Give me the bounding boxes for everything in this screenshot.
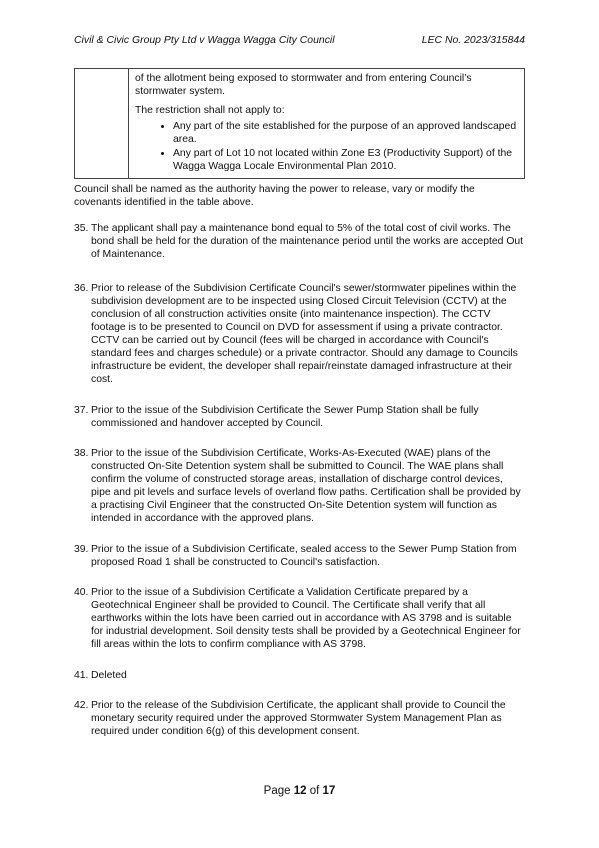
condition-40 (74, 586, 524, 651)
of-word: of (309, 785, 320, 797)
condition-number: 41. (74, 670, 89, 681)
condition-text: The applicant shall pay a maintenance bond equal to 5% of the total cost of civil works. The bond shall be held for the duration of the maintenance period until the works are accepted Out of Maintenance. (91, 223, 524, 260)
case-title: Civil & Civic Group Pty Ltd v Wagga Wagga City Council (74, 35, 335, 46)
condition-text: Prior to the issue of a Subdivision Certificate, sealed access to the Sewer Pump Station from proposed Road 1 shall be constructed to Council's satisfaction. (91, 544, 517, 568)
list-item: • Any part of the site established for the purpose of an approved landscaped area. (173, 120, 518, 146)
condition-text: Prior to release of the Subdivision Certificate Council's sewer/stormwater pipelines within the subdivision development are to be inspected using Closed Circuit Television (CCTV) at the conclusion of all construction activities onsite (into maintenance inspection). The CCTV footage is to be presented to Council on DVD for assessment if using a private contractor. CCTV can be carried out by Council (fees will be charged in accordance with Council's standard fees and charges schedule) or a private contractor. Should any damage to Councils infrastructure be evident, the developer shall repair/reinstate damaged infrastructure at their cost. (91, 283, 518, 385)
page-word: Page (263, 785, 291, 797)
condition-number: 42. (74, 700, 89, 711)
condition-42 (74, 699, 524, 738)
page-footer (0, 785, 599, 797)
condition-number: 40. (74, 587, 89, 598)
condition-35 (74, 222, 524, 261)
condition-38 (74, 447, 524, 525)
restriction-table (74, 68, 525, 179)
condition-number: 38. (74, 448, 89, 459)
authority-note: Council shall be named as the authority having the power to release, vary or modify the covenants identified in the table above. (74, 184, 475, 208)
table-cell-empty (75, 69, 129, 179)
condition-text: Prior to the issue of a Subdivision Certificate a Validation Certificate prepared by a Geotechnical Engineer shall be provided to Council. The Certificate shall verify that all earthworks within the lots have been carried out in accordance with AS 3798 and is suitable for industrial development. Soil density tests shall be provided by a Geotechnical Engineer for fill areas within the lots to confirm compliance with AS 3798. (91, 587, 521, 650)
restriction-intro: The restriction shall not apply to: (135, 105, 285, 116)
page-header (74, 35, 525, 46)
condition-37 (74, 404, 524, 430)
restriction-exceptions-list (135, 120, 518, 173)
condition-number: 36. (74, 283, 89, 294)
case-number: LEC No. 2023/315844 (421, 35, 525, 46)
table-cell-restriction (129, 69, 525, 179)
condition-41 (74, 669, 524, 682)
condition-text: Prior to the release of the Subdivision Certificate, the applicant shall provide to Council the monetary security required under the approved Stormwater System Management Plan as required under condition 6(g) of this development consent. (91, 700, 506, 737)
continued-text: of the allotment being exposed to stormwater and from entering Council’s stormwater system. (135, 73, 472, 97)
table-row (75, 69, 525, 179)
condition-number: 39. (74, 544, 89, 555)
condition-number: 37. (74, 405, 89, 416)
total-pages-number: 17 (322, 785, 336, 797)
condition-text: Prior to the issue of the Subdivision Certificate the Sewer Pump Station shall be fully commissioned and handover accepted by Council. (91, 405, 479, 429)
list-item: • Any part of Lot 10 not located within Zone E3 (Productivity Support) of the Wagga Wagga Locale Environmental Plan 2010. (173, 147, 518, 173)
condition-number: 35. (74, 223, 89, 234)
condition-39 (74, 543, 524, 569)
current-page-number: 12 (293, 785, 307, 797)
condition-text: Deleted (91, 670, 127, 681)
condition-36 (74, 282, 524, 386)
condition-text: Prior to the issue of the Subdivision Certificate, Works-As-Executed (WAE) plans of the constructed On-Site Detention system shall be submitted to Council. The WAE plans shall confirm the volume of constructed storage areas, installation of discharge control devices, pipe and pit levels and surface levels of overland flow paths. Certification shall be provided by a practising Civil Engineer that the constructed On-Site Detention system will function as intended in accordance with the approved plans. (91, 448, 521, 524)
